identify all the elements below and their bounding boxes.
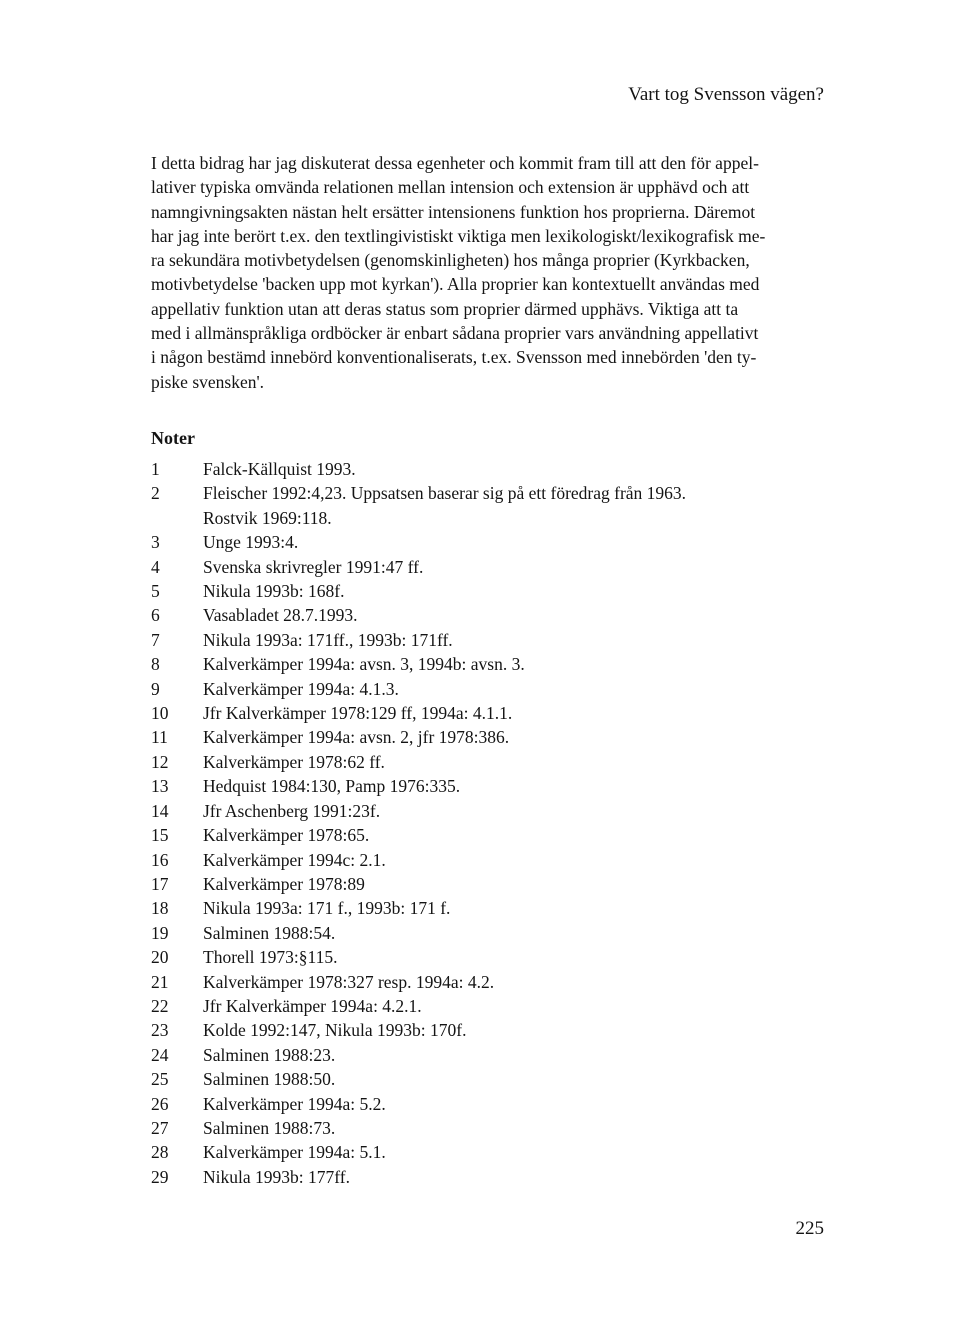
note-text-line: Fleischer 1992:4,23. Uppsatsen baserar sig på ett föredrag från 1963.	[203, 483, 687, 504]
note-text	[203, 921, 335, 945]
note-item	[151, 872, 791, 896]
note-text	[203, 1165, 350, 1189]
note-text-line: Svenska skrivregler 1991:47 ff.	[203, 556, 424, 577]
page-number: 225	[795, 1218, 824, 1239]
note-text	[203, 970, 494, 994]
note-text	[203, 628, 453, 652]
note-number: 14	[151, 800, 169, 821]
body-line: appellativ funktion utan att deras status som proprier därmed upphävs. Viktiga att ta	[151, 298, 739, 319]
note-text	[203, 896, 450, 920]
note-text	[203, 530, 298, 554]
note-text-line: Kolde 1992:147, Nikula 1993b: 170f.	[203, 1020, 467, 1041]
note-text-line: Nikula 1993b: 168f.	[203, 581, 345, 602]
note-text	[203, 994, 422, 1018]
note-number: 20	[151, 947, 169, 968]
note-item	[151, 725, 791, 749]
note-number: 4	[151, 556, 160, 577]
note-text	[203, 1018, 466, 1042]
note-text	[203, 1092, 386, 1116]
body-line: namngivningsakten nästan helt ersätter intensionens funktion hos proprierna. Däremot	[151, 201, 756, 222]
note-number: 22	[151, 995, 169, 1016]
note-number: 19	[151, 922, 169, 943]
note-text-line: Hedquist 1984:130, Pamp 1976:335.	[203, 776, 461, 797]
note-number: 13	[151, 776, 169, 797]
note-text	[203, 603, 358, 627]
note-text	[203, 1140, 386, 1164]
note-text	[203, 1116, 335, 1140]
note-text-line: Kalverkämper 1994a: 5.1.	[203, 1142, 386, 1163]
note-item	[151, 457, 791, 481]
note-number: 5	[151, 581, 160, 602]
note-text-line: Thorell 1973:§115.	[203, 947, 338, 968]
note-text	[203, 750, 385, 774]
note-text-line: Kalverkämper 1994c: 2.1.	[203, 849, 386, 870]
note-text	[203, 1043, 335, 1067]
note-text-line: Nikula 1993b: 177ff.	[203, 1166, 350, 1187]
note-text-line: Nikula 1993a: 171ff., 1993b: 171ff.	[203, 629, 453, 650]
body-line: piske svensken'.	[151, 371, 264, 392]
note-text-line: Falck-Källquist 1993.	[203, 459, 356, 479]
note-item	[151, 1018, 791, 1042]
note-item	[151, 823, 791, 847]
note-text-line: Salminen 1988:50.	[203, 1069, 336, 1090]
note-item	[151, 848, 791, 872]
note-text-line: Kalverkämper 1978:65.	[203, 825, 370, 846]
note-number: 12	[151, 751, 169, 772]
body-line: har jag inte berört t.ex. den textlingivistiskt viktiga men lexikologiskt/lexikografisk me-	[151, 225, 766, 246]
note-item	[151, 994, 791, 1018]
note-number: 16	[151, 849, 169, 870]
note-text-line: Unge 1993:4.	[203, 532, 299, 553]
note-text-line: Kalverkämper 1978:89	[203, 873, 365, 894]
note-text-line: Kalverkämper 1994a: avsn. 2, jfr 1978:386.	[203, 727, 510, 748]
body-line: motivbetydelse 'backen upp mot kyrkan'). Alla proprier kan kontextuellt användas med	[151, 274, 760, 295]
note-item	[151, 1140, 791, 1164]
note-item	[151, 1043, 791, 1067]
note-item	[151, 970, 791, 994]
note-item	[151, 701, 791, 725]
body-line: ra sekundära motivbetydelsen (genomskinligheten) hos många proprier (Kyrkbacken,	[151, 250, 750, 271]
note-text	[203, 652, 525, 676]
note-text-line: Jfr Kalverkämper 1994a: 4.2.1.	[203, 995, 422, 1016]
note-text	[203, 677, 399, 701]
note-number: 1	[151, 459, 160, 479]
note-text-line: Kalverkämper 1994a: 4.1.3.	[203, 678, 399, 699]
running-header: Vart tog Svensson vägen?	[628, 84, 824, 105]
note-number: 17	[151, 873, 169, 894]
note-text-line: Kalverkämper 1994a: 5.2.	[203, 1093, 386, 1114]
note-number: 11	[151, 727, 168, 748]
note-text	[203, 945, 337, 969]
note-text	[203, 823, 369, 847]
note-text-line: Vasabladet 28.7.1993.	[203, 605, 358, 626]
note-item	[151, 530, 791, 554]
note-item	[151, 1092, 791, 1116]
note-text-line: Nikula 1993a: 171 f., 1993b: 171 f.	[203, 898, 451, 919]
note-text	[203, 799, 380, 823]
note-item	[151, 603, 791, 627]
note-item	[151, 1067, 791, 1091]
note-text	[203, 579, 344, 603]
note-number: 18	[151, 898, 169, 919]
note-number: 24	[151, 1044, 169, 1065]
note-item	[151, 677, 791, 701]
note-item	[151, 481, 791, 530]
note-number: 9	[151, 678, 160, 699]
note-item	[151, 750, 791, 774]
notes-list	[151, 457, 791, 1189]
note-text	[203, 1067, 335, 1091]
note-item	[151, 555, 791, 579]
note-item	[151, 896, 791, 920]
note-text-line: Kalverkämper 1994a: avsn. 3, 1994b: avsn. 3.	[203, 654, 525, 675]
note-text-line: Jfr Kalverkämper 1978:129 ff, 1994a: 4.1.1.	[203, 703, 513, 724]
body-line: lativer typiska omvända relationen mellan intension och extension är upphävd och att	[151, 177, 750, 198]
note-text	[203, 872, 365, 896]
note-text-line: Salminen 1988:73.	[203, 1117, 336, 1138]
note-text-line: Jfr Aschenberg 1991:23f.	[203, 800, 381, 821]
note-number: 28	[151, 1142, 169, 1163]
note-item	[151, 652, 791, 676]
body-paragraph	[151, 151, 811, 394]
note-item	[151, 628, 791, 652]
note-number: 26	[151, 1093, 169, 1114]
note-number: 27	[151, 1117, 169, 1138]
note-number: 21	[151, 971, 169, 992]
note-text	[203, 555, 423, 579]
note-text	[203, 725, 509, 749]
note-number: 6	[151, 605, 160, 626]
note-text-continuation: Rostvik 1969:118.	[203, 507, 332, 528]
note-text	[203, 481, 686, 530]
note-number: 3	[151, 532, 160, 553]
notes-heading: Noter	[151, 428, 195, 448]
note-item	[151, 1116, 791, 1140]
note-number: 2	[151, 483, 160, 504]
note-number: 7	[151, 629, 160, 650]
note-text-line: Salminen 1988:23.	[203, 1044, 336, 1065]
note-text-line: Kalverkämper 1978:327 resp. 1994a: 4.2.	[203, 971, 495, 992]
note-item	[151, 945, 791, 969]
note-item	[151, 921, 791, 945]
note-text	[203, 774, 460, 798]
note-item	[151, 799, 791, 823]
note-number: 8	[151, 654, 160, 675]
body-line: med i allmänspråkliga ordböcker är enbart sådana proprier vars användning appellativt	[151, 323, 759, 344]
note-text	[203, 701, 512, 725]
note-item	[151, 774, 791, 798]
note-number: 23	[151, 1020, 169, 1041]
note-text	[203, 848, 386, 872]
body-line: I detta bidrag har jag diskuterat dessa egenheter och kommit fram till att den för appel-	[151, 153, 759, 173]
note-item	[151, 1165, 791, 1189]
note-number: 25	[151, 1069, 169, 1090]
note-text-line: Kalverkämper 1978:62 ff.	[203, 751, 385, 772]
body-line: i någon bestämd innebörd konventionaliserats, t.ex. Svensson med innebörden 'den ty-	[151, 347, 757, 368]
note-text-line: Salminen 1988:54.	[203, 922, 336, 943]
note-number: 10	[151, 703, 169, 724]
note-text	[203, 457, 356, 481]
note-number: 15	[151, 825, 169, 846]
note-item	[151, 579, 791, 603]
note-number: 29	[151, 1166, 169, 1187]
